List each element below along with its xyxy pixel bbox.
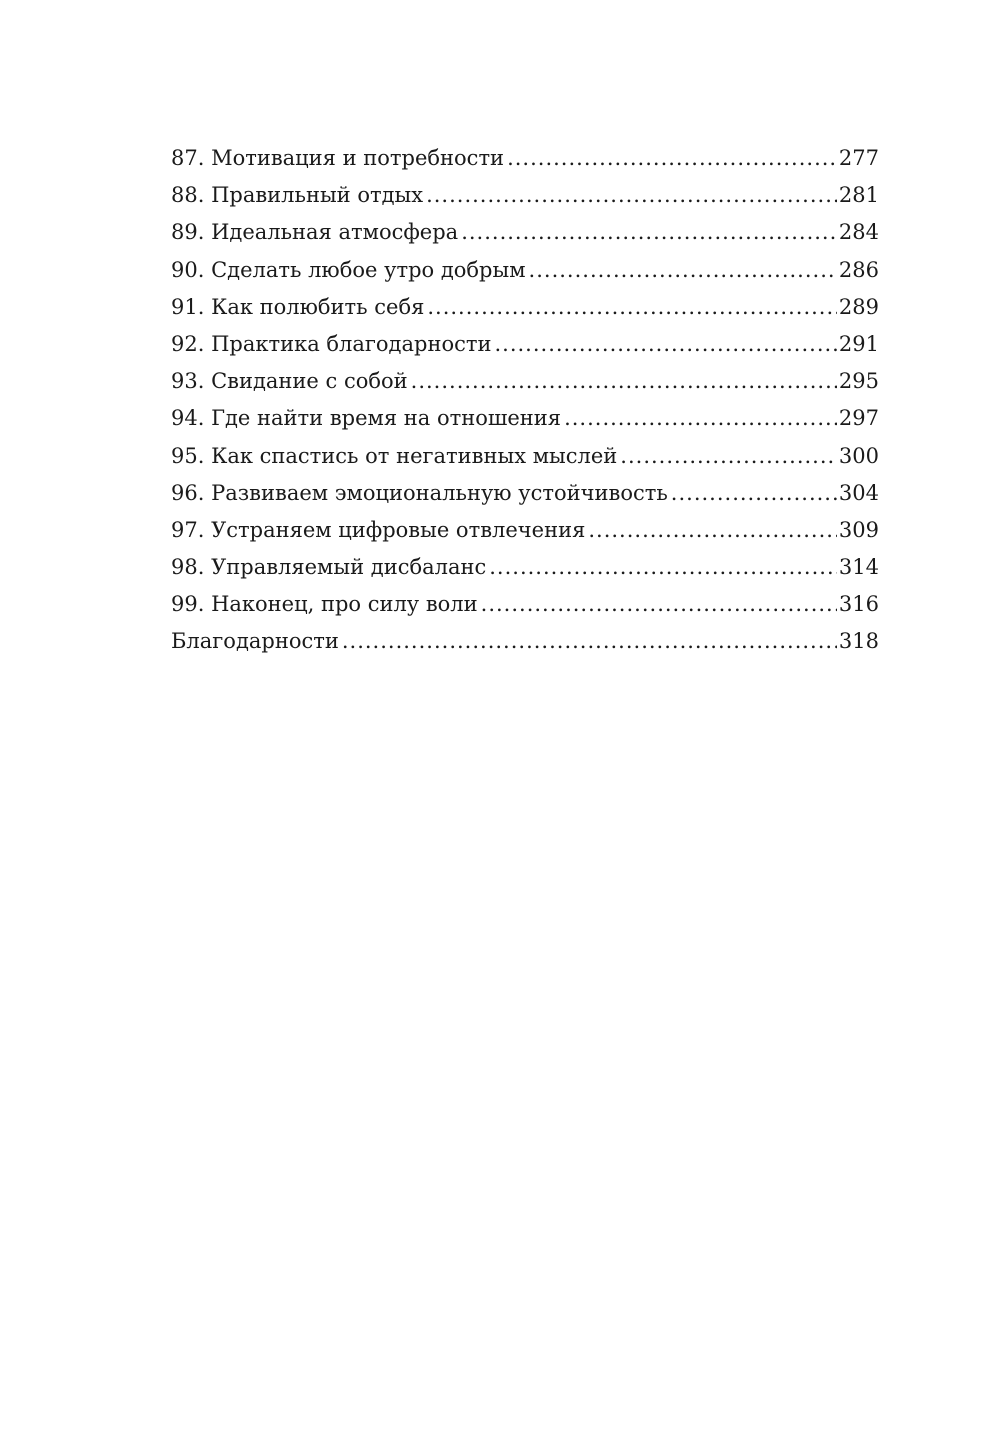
toc-entry-title: 92. Практика благодарности [171, 331, 492, 356]
toc-entry-title: 95. Как спастись от негативных мыслей [171, 443, 618, 468]
toc-dot-leader [427, 289, 837, 326]
toc-entry-title: 94. Где найти время на отношения [171, 406, 562, 431]
toc-entry[interactable] [171, 438, 879, 475]
toc-dot-leader [411, 363, 837, 400]
toc-entry-page: 291 [838, 331, 879, 356]
toc-entry-page: 318 [838, 629, 879, 654]
toc-entry-page: 314 [838, 555, 879, 580]
toc-dot-leader [461, 214, 837, 251]
toc-entry[interactable] [171, 326, 879, 363]
toc-dot-leader [494, 326, 836, 363]
toc-dot-leader [481, 586, 837, 623]
toc-dot-leader [564, 400, 837, 437]
toc-entry[interactable] [171, 623, 879, 660]
toc-entry-title: 88. Правильный отдых [171, 183, 424, 208]
toc-entry-title: 91. Как полюбить себя [171, 294, 425, 319]
toc-dot-leader [588, 512, 837, 549]
toc-dot-leader [620, 438, 837, 475]
toc-entry-title: 90. Сделать любое утро добрым [171, 257, 526, 282]
toc-entry[interactable] [171, 363, 879, 400]
toc-entry-title: 97. Устраняем цифровые отвлечения [171, 517, 586, 542]
toc-dot-leader [671, 475, 837, 512]
toc-entry-title: 87. Мотивация и потребности [171, 146, 505, 170]
table-of-contents [171, 140, 879, 661]
toc-entry-page: 316 [838, 592, 879, 617]
toc-entry-page: 284 [838, 220, 879, 245]
toc-entry-page: 277 [838, 146, 879, 170]
toc-entry-page: 281 [838, 183, 879, 208]
toc-entry[interactable] [171, 177, 879, 214]
toc-entry-title: 99. Наконец, про силу воли [171, 592, 478, 617]
toc-entry-page: 300 [838, 443, 879, 468]
toc-entry[interactable] [171, 289, 879, 326]
toc-entry[interactable] [171, 586, 879, 623]
toc-entry-page: 309 [838, 517, 879, 542]
toc-entry-page: 297 [838, 406, 879, 431]
toc-entry[interactable] [171, 140, 879, 177]
toc-entry[interactable] [171, 549, 879, 586]
toc-dot-leader [489, 549, 837, 586]
toc-entry-page: 289 [838, 294, 879, 319]
toc-entry-page: 295 [838, 369, 879, 394]
toc-entry[interactable] [171, 400, 879, 437]
toc-entry-title: 89. Идеальная атмосфера [171, 220, 459, 245]
toc-dot-leader [507, 140, 837, 177]
toc-entry-title: 96. Развиваем эмоциональную устойчивость [171, 480, 668, 505]
toc-dot-leader [529, 252, 837, 289]
toc-entry-title: Благодарности [171, 629, 339, 654]
toc-entry-page: 286 [838, 257, 879, 282]
toc-entry[interactable] [171, 214, 879, 251]
toc-dot-leader [426, 177, 837, 214]
toc-entry[interactable] [171, 512, 879, 549]
toc-entry-page: 304 [838, 480, 879, 505]
toc-entry[interactable] [171, 475, 879, 512]
toc-entry-title: 93. Свидание с собой [171, 369, 408, 394]
toc-dot-leader [342, 623, 837, 660]
toc-entry[interactable] [171, 252, 879, 289]
toc-entry-title: 98. Управляемый дисбаланс [171, 555, 487, 580]
